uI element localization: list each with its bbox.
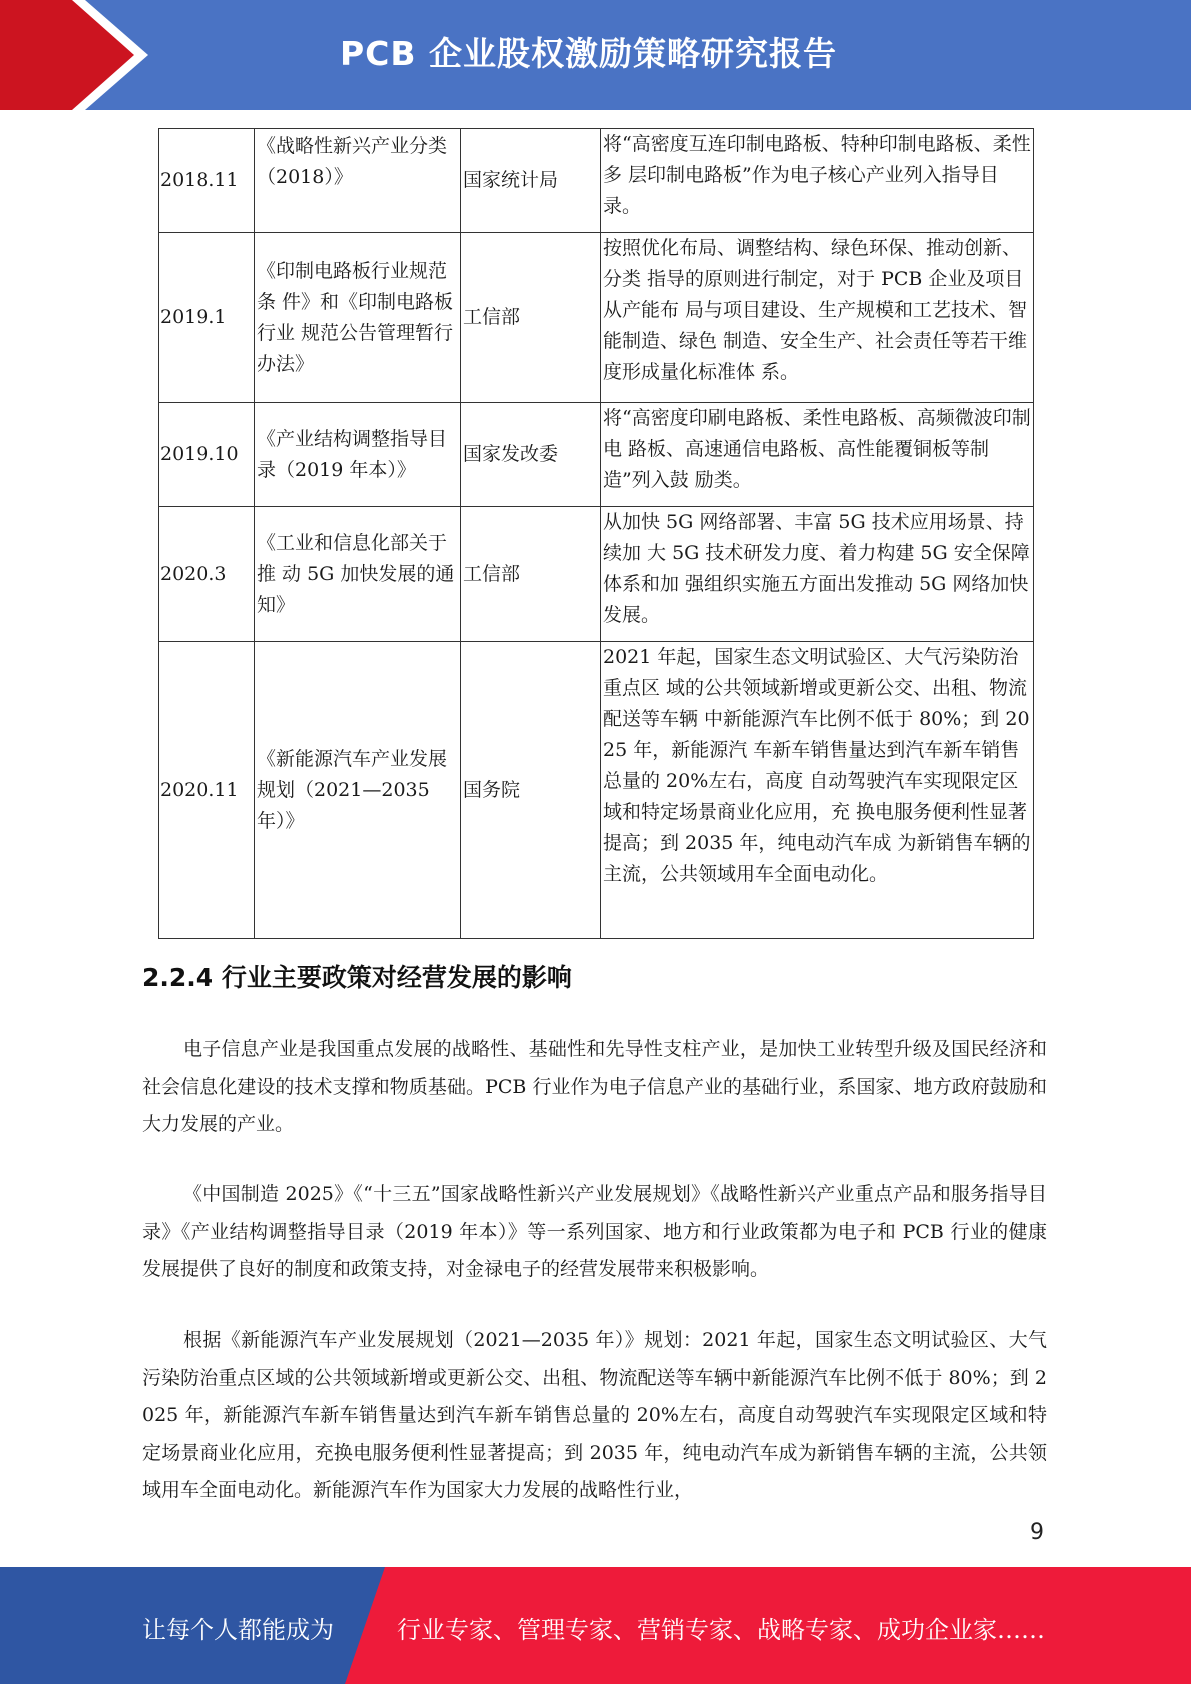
page-number: 9: [1030, 1520, 1044, 1545]
table-row: [159, 642, 1034, 939]
policy-content: 将“高密度互连印制电路板、特种印制电路板、柔性多 层印制电路板”作为电子核心产业列入指导目录。: [601, 129, 1034, 233]
policy-content: 2021 年起，国家生态文明试验区、大气污染防治重点区 域的公共领域新增或更新公交、出租、物流配送等车辆 中新能源汽车比例不低于 80%；到 2025 年，新能源汽 车新车销售量达到汽车新车销售总量的 20%左右，高度 自动驾驶汽车实现限定区域和特定场景商业化应用，充 换电服务便利性显著提高；到 2035 年，纯电动汽车成 为新销售车辆的主流，公共领域用车全面电动化。: [601, 642, 1034, 939]
table-row: [159, 129, 1034, 233]
policy-department: 国家发改委: [461, 403, 601, 507]
footer-slogan-right: 行业专家、管理专家、营销专家、战略专家、成功企业家……: [397, 1616, 1045, 1644]
policy-department: 工信部: [461, 233, 601, 403]
table-row: [159, 507, 1034, 642]
policy-name: 《战略性新兴产业分类（2018）》: [255, 129, 461, 233]
policy-date: 2019.1: [159, 233, 255, 403]
policy-date: 2020.11: [159, 642, 255, 939]
header-red-chevron: [0, 0, 160, 110]
footer-slogan-left: 让每个人都能成为: [142, 1616, 334, 1644]
table-row: [159, 403, 1034, 507]
policy-name: 《新能源汽车产业发展规划（2021—2035 年）》: [255, 642, 461, 939]
body-paragraph: 《中国制造 2025》《“十三五”国家战略性新兴产业发展规划》《战略性新兴产业重点产品和服务指导目录》《产业结构调整指导目录（2019 年本）》等一系列国家、地方和行业政策都为电子和 PCB 行业的健康发展提供了良好的制度和政策支持，对金禄电子的经营发展带来积极影响。: [142, 1183, 1047, 1280]
policy-content: 从加快 5G 网络部署、丰富 5G 技术应用场景、持续加 大 5G 技术研发力度、着力构建 5G 安全保障体系和加 强组织实施五方面出发推动 5G 网络加快发展。: [601, 507, 1034, 642]
policy-department: 国务院: [461, 642, 601, 939]
table-row: [159, 233, 1034, 403]
policy-name: 《印制电路板行业规范条 件》和《印制电路板行业 规范公告管理暂行办法》: [255, 233, 461, 403]
policy-date: 2018.11: [159, 129, 255, 233]
page-header: [0, 0, 1191, 110]
policy-name: 《产业结构调整指导目录（2019 年本）》: [255, 403, 461, 507]
body-paragraph: 根据《新能源汽车产业发展规划（2021—2035 年）》规划：2021 年起，国家生态文明试验区、大气污染防治重点区域的公共领域新增或更新公交、出租、物流配送等车辆中新能源汽车比例不低于 80%；到 2025 年，新能源汽车新车销售量达到汽车新车销售总量的 20%左右，高度自动驾驶汽车实现限定区域和特定场景商业化应用，充换电服务便利性显著提高；到 2035 年，纯电动汽车成为新销售车辆的主流，公共领域用车全面电动化。新能源汽车作为国家大力发展的战略性行业，: [142, 1329, 1047, 1501]
policy-table: [158, 128, 1034, 939]
policy-department: 国家统计局: [461, 129, 601, 233]
policy-content: 按照优化布局、调整结构、绿色环保、推动创新、分类 指导的原则进行制定，对于 PCB 企业及项目从产能布 局与项目建设、生产规模和工艺技术、智能制造、绿色 制造、安全生产、社会责任等若干维度形成量化标准体 系。: [601, 233, 1034, 403]
policy-content: 将“高密度印刷电路板、柔性电路板、高频微波印制电 路板、高速通信电路板、高性能覆铜板等制造”列入鼓 励类。: [601, 403, 1034, 507]
policy-department: 工信部: [461, 507, 601, 642]
body-paragraph: 电子信息产业是我国重点发展的战略性、基础性和先导性支柱产业，是加快工业转型升级及国民经济和社会信息化建设的技术支撑和物质基础。PCB 行业作为电子信息产业的基础行业，系国家、地方政府鼓励和大力发展的产业。: [142, 1038, 1047, 1135]
policy-date: 2020.3: [159, 507, 255, 642]
header-title: PCB 企业股权激励策略研究报告: [340, 34, 838, 73]
policy-date: 2019.10: [159, 403, 255, 507]
policy-name: 《工业和信息化部关于推 动 5G 加快发展的通知》: [255, 507, 461, 642]
section-heading: 2.2.4 行业主要政策对经营发展的影响: [142, 963, 572, 992]
